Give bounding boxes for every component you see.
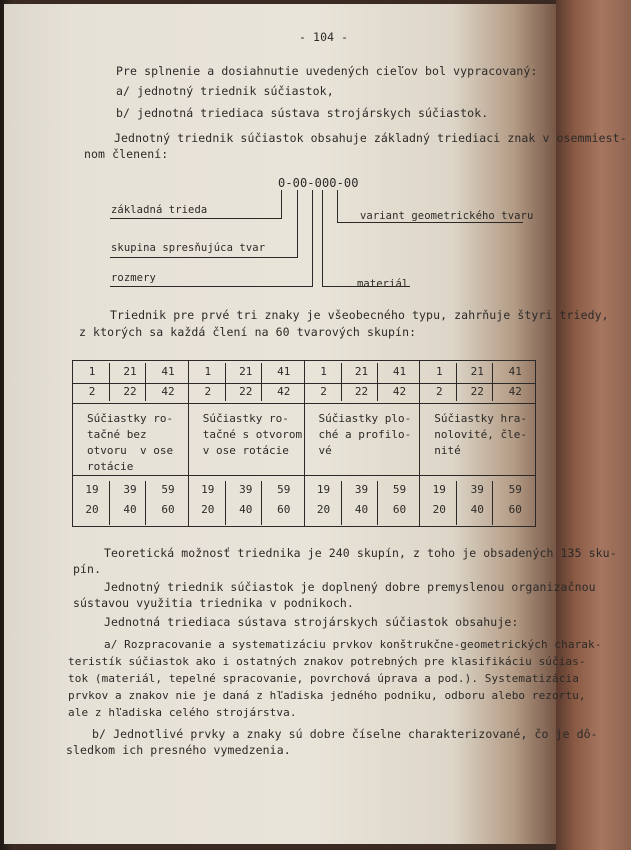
column-divider: [456, 481, 457, 525]
column-divider: [341, 363, 342, 401]
para7-line2: sledkom ich presného vymedzenia.: [66, 743, 291, 757]
class-description: Súčiastky ro- tačné s otvorom v ose rotácie: [202, 412, 303, 457]
group-number-bottom2: 60: [161, 503, 175, 516]
page-number: - 104 -: [299, 30, 349, 44]
intro-item-b: b/ jednotná triediaca sústava strojárskych súčiastok.: [116, 106, 489, 120]
group-number-second: 2: [204, 385, 212, 398]
group-number-second: 2: [435, 385, 443, 398]
group-number-bottom2: 20: [432, 503, 446, 516]
group-number-bottom2: 20: [201, 503, 215, 516]
para7-line1: b/ Jednotlivé prvky a znaky sú dobre číselne charakterizované, čo je dô-: [92, 727, 598, 741]
row-divider: [189, 403, 304, 404]
group-number-bottom1: 19: [201, 483, 215, 496]
para2-line1: Triednik pre prvé tri znaky je všeobecného typu, zahrňuje štyri triedy,: [110, 308, 609, 322]
para6-line2: teristík súčiastok ako i ostatných znakov potrebných pre klasifikáciu súčias-: [68, 655, 586, 668]
row-divider: [305, 403, 420, 404]
label-shape-group: skupina spresňujúca tvar: [111, 242, 266, 254]
group-number-second: 42: [392, 385, 407, 398]
group-number-bottom1: 39: [239, 483, 253, 496]
class-cell: [73, 361, 189, 527]
group-number-second: 42: [277, 385, 291, 398]
label-dimensions: rozmery: [111, 272, 156, 284]
group-number-top: 1: [320, 365, 327, 378]
group-number-top: 41: [392, 365, 407, 378]
row-divider: [420, 403, 535, 404]
column-divider: [492, 481, 493, 525]
column-divider: [145, 481, 146, 525]
column-divider: [109, 363, 110, 401]
para3-line1: Teoretická možnosť triednika je 240 skupín, z toho je obsadených 135 sku-: [104, 546, 617, 560]
column-divider: [492, 363, 493, 401]
group-number-bottom1: 39: [354, 483, 369, 496]
para2-line2: z ktorých sa každá člení na 60 tvarových skupín:: [79, 325, 417, 339]
para1-line2: nom členení:: [84, 147, 169, 161]
group-number-top: 41: [508, 365, 522, 378]
group-number-bottom2: 20: [85, 503, 99, 516]
column-divider: [456, 363, 457, 401]
group-number-second: 22: [239, 385, 253, 398]
intro-item-a: a/ jednotný triednik súčiastok,: [116, 84, 334, 98]
group-number-top: 1: [88, 365, 96, 378]
group-number-bottom1: 19: [432, 483, 446, 496]
para6-line3: tok (materiál, tepelné spracovanie, povrchová úprava a pod.). Systematizácia: [68, 672, 579, 685]
intro-line: Pre splnenie a dosiahnutie uvedených cieľov bol vypracovaný:: [116, 64, 538, 78]
group-number-bottom2: 60: [508, 503, 522, 516]
group-number-second: 42: [508, 385, 522, 398]
group-number-top: 21: [239, 365, 253, 378]
group-number-bottom1: 39: [123, 483, 137, 496]
row-divider: [189, 383, 304, 384]
para6-line5: ale z hľadiska celého strojárstva.: [68, 706, 297, 719]
column-divider: [377, 363, 378, 401]
para3-line2: pín.: [73, 562, 102, 576]
group-number-bottom2: 60: [392, 503, 407, 516]
row-divider: [305, 383, 420, 384]
group-number-second: 2: [88, 385, 96, 398]
label-material: materiál: [357, 278, 409, 290]
class-description: Súčiastky hra- nolovité, čle- nité: [434, 412, 527, 457]
para4-line2: sústavou využitia triednika v podnikoch.: [73, 596, 354, 610]
group-number-bottom1: 19: [85, 483, 99, 496]
group-number-bottom1: 59: [508, 483, 522, 496]
column-divider: [261, 363, 262, 401]
group-number-second: 22: [123, 385, 137, 398]
group-number-top: 1: [435, 365, 443, 378]
group-number-second: 2: [320, 385, 327, 398]
row-divider: [189, 475, 304, 476]
column-divider: [145, 363, 146, 401]
row-divider: [420, 475, 535, 476]
class-description: Súčiastky plo- ché a profilo- vé: [318, 412, 412, 457]
group-number-top: 21: [354, 365, 369, 378]
row-divider: [305, 475, 420, 476]
group-number-top: 21: [470, 365, 484, 378]
group-number-bottom2: 40: [123, 503, 137, 516]
group-number-bottom2: 40: [470, 503, 484, 516]
column-divider: [341, 481, 342, 525]
group-number-top: 41: [277, 365, 291, 378]
group-number-bottom1: 19: [316, 483, 331, 496]
classes-table: [72, 360, 536, 527]
class-cell: [188, 361, 304, 527]
group-number-bottom2: 20: [316, 503, 331, 516]
class-cell: [420, 361, 536, 527]
group-number-second: 22: [470, 385, 484, 398]
column-divider: [109, 481, 110, 525]
row-divider: [420, 383, 535, 384]
para5: Jednotná triediaca sústava strojárskych súčiastok obsahuje:: [104, 615, 519, 629]
group-number-bottom2: 60: [277, 503, 291, 516]
group-number-bottom1: 59: [277, 483, 291, 496]
label-basic-class: základná trieda: [111, 204, 208, 216]
column-divider: [225, 363, 226, 401]
para4-line1: Jednotný triednik súčiastok je doplnený dobre premyslenou organizačnou: [104, 580, 596, 594]
label-shape-variant: variant geometrického tvaru: [360, 210, 534, 222]
para6-line4: prvkov a znakov nie je daná z hľadiska jedného podniku, odboru alebo rezortu,: [68, 689, 586, 702]
adjacent-page-edge: [556, 0, 631, 850]
para1-line1: Jednotný triednik súčiastok obsahuje základný triediaci znak v osemmiest-: [114, 131, 627, 145]
column-divider: [261, 481, 262, 525]
group-number-bottom2: 40: [354, 503, 369, 516]
row-divider: [73, 475, 188, 476]
group-number-second: 42: [161, 385, 175, 398]
group-number-bottom1: 59: [392, 483, 407, 496]
column-divider: [377, 481, 378, 525]
group-number-top: 41: [161, 365, 175, 378]
class-description: Súčiastky ro- tačné bez otvoru v ose rotácie: [87, 412, 174, 473]
class-cell: [304, 361, 420, 527]
group-number-bottom2: 40: [239, 503, 253, 516]
group-number-bottom1: 39: [470, 483, 484, 496]
group-number-top: 21: [123, 365, 137, 378]
classification-code: 0-00-000-00: [278, 176, 359, 190]
para6-line1: a/ Rozpracovanie a systematizáciu prvkov konštrukčne-geometrických charak-: [104, 638, 602, 651]
row-divider: [73, 403, 188, 404]
column-divider: [225, 481, 226, 525]
group-number-bottom1: 59: [161, 483, 175, 496]
row-divider: [73, 383, 188, 384]
group-number-second: 22: [354, 385, 369, 398]
group-number-top: 1: [204, 365, 212, 378]
